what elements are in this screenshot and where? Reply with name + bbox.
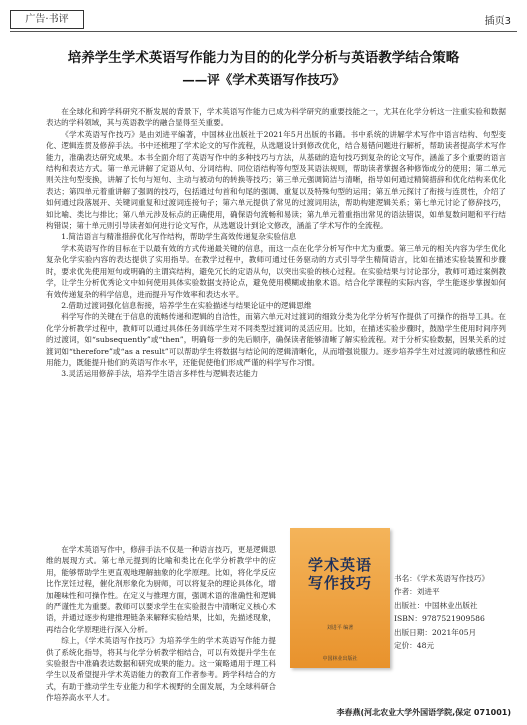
book-info-publisher: 出版社：中国林业出版社 [394, 600, 478, 610]
book-info-isbn: ISBN：9787521909586 [394, 614, 485, 624]
header-divider [10, 31, 517, 32]
book-info-author: 作者：刘进平 [394, 587, 440, 597]
book-info-price: 定价：48元 [394, 641, 435, 651]
book-info-date: 出版日期：2021年05月 [394, 627, 477, 637]
paragraph-section-3: 在学术英语写作中，修辞手法不仅是一种语言技巧，更是逻辑思维的展现方式。第七单元提到的比喻和类比在化学分析教学中的应用，能够帮助学生更直观地理解抽象的化学原理。比如，将化学反应比作烹饪过程，催化剂形象化为厨师，可以将复杂的理论具体化，增加趣味性和可操作性。在定义与推理方面，强调术语的准确性和逻辑的严谨性尤为重要。教师可以要求学生在实验报告中清晰定义核心术语，并通过逐步构建推理链条来解释实验结果，比如，先描述现象，再结合化学原理进行深入分析。 [46, 545, 276, 634]
article-title: 培养学生学术英语写作能力为目的的化学分析与英语教学结合策略 [67, 50, 460, 66]
book-cover-press: 中国林业出版社 [322, 656, 358, 662]
section-heading-1: 1.简洁语言与精准措辞优化写作结构，帮助学生高效传递复杂实验信息 [61, 232, 297, 242]
page-label: 插页3 [484, 16, 511, 27]
paragraph-book-summary: 《学术英语写作技巧》是由刘进平编著，中国林业出版社于2021年5月出版的书籍。书中系统的讲解学术写作中语言结构、句型变化、逻辑连贯及修辞手法。书中还梳理了学术论文的写作流程，从选题设计到修改优化，结合易错问题进行解析，帮助读者提高学术写作能力，准确表达研究成果。本书全面介绍了英语写作中的多种技巧与方法，从基础的造句技巧到复杂的论文写作，涵盖了多个重要的语言结构和表达方式。第一单元讲解了定语从句、分词结构、同位语结构等句型及其语法规则，帮助读者掌握各种修饰成分的使用；第二单元则关注句型变换，讲解了长句与短句、主动与被动句的转换等技巧；第三单元强调简洁与清晰，指导如何通过精简措辞和优化结构来优化表达；第四单元着重讲解了强调的技巧，包括通过句首和句尾的强调、重复以及特殊句型的运用；第五单元探讨了衔接与连贯性，介绍了如何通过段落展开、关键词重复和过渡词连接句子；第六单元提供了常见的过渡词用法，帮助构建逻辑关系；第七单元讨论了修辞技巧，如比喻、类比与排比；第八单元涉及标点的正确使用，确保语句流畅和易读；第九单元着重指出常见的语法错误，如单复数问题和平行结构错误；第十单元则引导读者如何进行论文写作，从选题设计到论文修改，涵盖了学术写作的全流程。 [46, 129, 506, 231]
section-heading-3: 3.灵活运用修辞手法，培养学生语言多样性与逻辑表达能力 [61, 369, 259, 379]
book-info [394, 572, 489, 652]
book-cover-title-line2: 写作技巧 [307, 574, 372, 592]
article-subtitle: ——评《学术英语写作技巧》 [182, 72, 345, 87]
paragraph-conclusion: 综上，《学术英语写作技巧》为培养学生的学术英语写作能力提供了系统化指导，将其与化学分析教学相结合，可以有效提升学生在实验报告中准确表达数据和研究成果的能力。这一策略通用于理工科学生以及希望提升学术英语能力的教育工作者参考。跨学科结合的方式，有助于推动学生专业能力和学术视野的全面发展，为全球科研合作培养高水平人才。 [46, 636, 276, 703]
article-body [46, 106, 506, 380]
book-cover-author: 刘进平 编著 [326, 625, 354, 631]
column-tag: 广告·书评 [10, 10, 84, 29]
book-cover-title [290, 556, 390, 592]
paragraph-section-1: 学术英语写作的目标在于以最有效的方式传递最关键的信息，而这一点在化学分析写作中尤为重要。第三单元的相关内容为学生优化复杂化学实验内容的表达提供了实用指导。在教学过程中，教师可通过任务驱动的方式引导学生精简语言，比如在描述实验装置和步骤时，要求优先使用短句或明确的主谓宾结构，避免冗长的定语从句，以突出实验的核心过程。在实验结果与讨论部分，教师可通过案例教学，让学生分析优秀论文中如何使用具体实验数据支持论点，避免使用模糊或抽象术语。结合化学课程的实际内容，学生能逐步掌握如何有效传递复杂的科学信息，进而提升写作效率和表达水平。 [46, 243, 506, 299]
book-cover-title-line1: 学术英语 [307, 556, 372, 574]
paragraph-intro: 在全球化和跨学科研究不断发展的背景下，学术英语写作能力已成为科学研究的重要技能之一，尤其在化学分析这一注重实验和数据表达的学科领域，其与英语教学的融合显得至关重要。 [46, 107, 506, 128]
article-body-lower [46, 544, 276, 704]
author-byline: 李春燕(河北农业大学外国语学院,保定 071001) [336, 708, 511, 717]
book-cover-image [290, 528, 390, 668]
paragraph-section-2: 科学写作的关键在于信息的流畅传递和逻辑的自洽性，而第六单元对过渡词的细致分类为化学分析写作提供了可操作的指导工具。在化学分析教学过程中，教师可以通过具体任务训练学生对不同类型过渡词的灵活应用。比如，在描述实验步骤时，鼓励学生使用时间序列的过渡词，如“subsequently”或“then”，明确每一步的先后顺序，确保读者能够清晰了解实验流程。对于分析实验数据，因果关系的过渡词如“therefore”或“as a result”可以帮助学生将数据与结论间的逻辑清晰化，从而增强说服力。逐步培养学生对过渡词的敏感性和应用能力，既能提升他们的英语写作水平，还能促使他们形成严谨的科学写作习惯。 [46, 312, 506, 367]
section-heading-2: 2.借助过渡词强化信息衔接，培养学生在实验描述与结果论证中的逻辑思维 [61, 300, 312, 310]
book-info-title: 书名：《学术英语写作技巧》 [394, 574, 489, 583]
